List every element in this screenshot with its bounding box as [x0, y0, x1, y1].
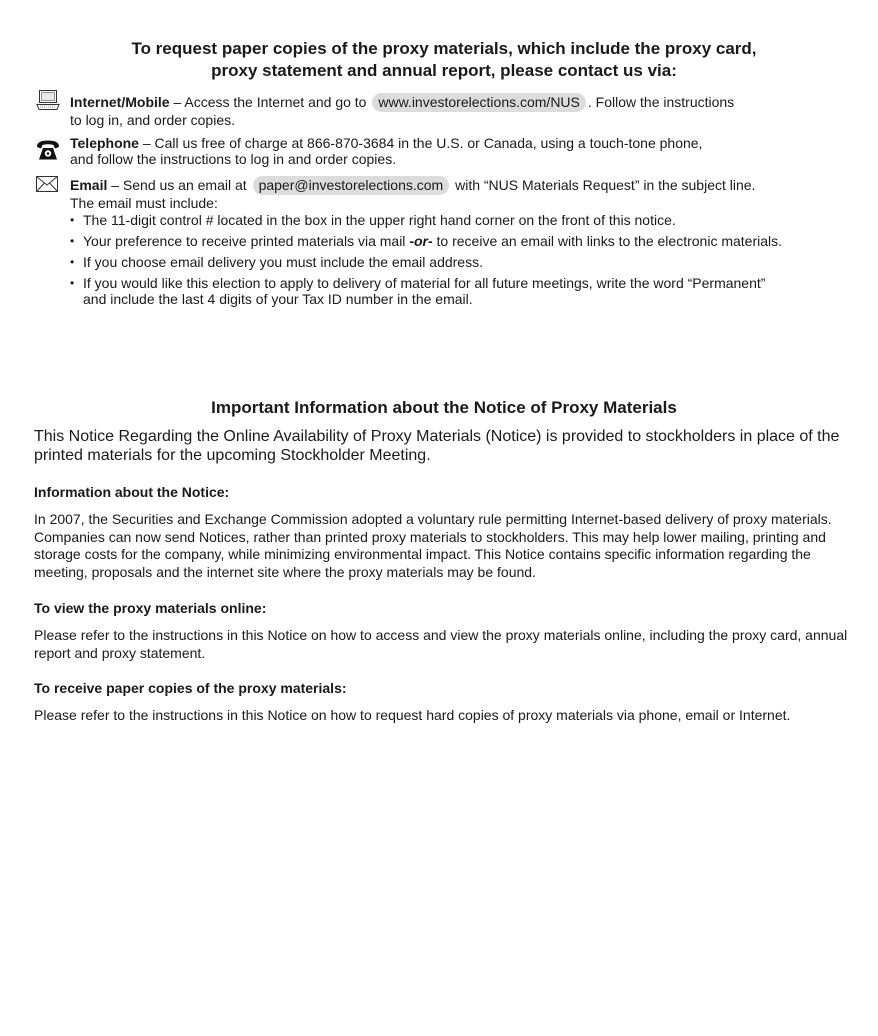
email-label: Email — [70, 177, 108, 193]
request-heading — [30, 38, 858, 82]
list-item — [70, 233, 860, 249]
requirement-4-line2: and include the last 4 digits of your Tax ID number in the email. — [83, 291, 473, 307]
notice-section-body: In 2007, the Securities and Exchange Commission adopted a voluntary rule permitting Internet-based delivery of proxy materials. Companies can now send Notices, rather than printed proxy materials to stockholders. This may help lower mailing, printing and storage costs for the company, while minimizing environmental impact. This Notice contains specific information regarding the meeting, proposals and the internet site where the proxy materials may be found. — [34, 511, 832, 580]
telephone-icon — [36, 139, 60, 161]
email-text-line2: The email must include: — [70, 195, 218, 211]
internet-label: Internet/Mobile — [70, 94, 170, 110]
internet-link[interactable]: www.investorelections.com/NUS — [372, 93, 586, 112]
request-heading-line2: proxy statement and annual report, please contact us via: — [211, 61, 677, 80]
email-text: – Send us an email at — [107, 177, 251, 193]
list-item — [70, 254, 860, 270]
telephone-text-line2: and follow the instructions to log in and order copies. — [70, 151, 397, 167]
contact-email — [70, 176, 860, 211]
email-link[interactable]: paper@investorelections.com — [253, 176, 450, 195]
telephone-label: Telephone — [70, 135, 139, 151]
important-intro: This Notice Regarding the Online Availability of Proxy Materials (Notice) is provided to stockholders in place of the printed materials for the upcoming Stockholder Meeting. — [34, 428, 840, 464]
contact-telephone — [70, 135, 860, 167]
paper-copies-title: To receive paper copies of the proxy materials: — [34, 680, 347, 696]
requirement-4-line1: • If you would like this election to apply to delivery of material for all future meetings, write the word “Permanent” — [83, 275, 766, 291]
request-heading-line1: To request paper copies of the proxy materials, which include the proxy card, — [131, 39, 757, 58]
view-online-title: To view the proxy materials online: — [34, 600, 267, 616]
email-text-after: with “NUS Materials Request” in the subject line. — [451, 177, 756, 193]
telephone-text: – Call us free of charge at 866-870-3684 in the U.S. or Canada, using a touch-tone phone, — [138, 135, 703, 151]
computer-icon — [36, 89, 60, 111]
contact-internet — [70, 93, 860, 128]
paper-copies-body: Please refer to the instructions in this Notice on how to request hard copies of proxy materials via phone, email or Internet. — [34, 707, 791, 723]
requirement-2-or: -or- — [409, 233, 433, 249]
internet-text-after: . Follow the instructions — [587, 94, 735, 110]
internet-text-line2: to log in, and order copies. — [70, 112, 235, 128]
envelope-icon — [36, 176, 58, 192]
internet-text: – Access the Internet and go to — [169, 94, 371, 110]
requirement-3: If you choose email delivery you must include the email address. — [83, 254, 483, 270]
requirement-1: The 11-digit control # located in the box in the upper right hand corner on the front of this notice. — [83, 212, 676, 228]
list-item — [70, 275, 860, 307]
view-online-body: Please refer to the instructions in this Notice on how to access and view the proxy materials online, including the proxy card, annual report and proxy statement. — [34, 627, 848, 661]
email-requirements-list — [70, 212, 860, 312]
list-item — [70, 212, 860, 228]
notice-section-title: Information about the Notice: — [34, 484, 230, 500]
requirement-2-before: Your preference to receive printed materials via mail — [83, 233, 410, 249]
requirement-2-after: to receive an email with links to the electronic materials. — [432, 233, 783, 249]
important-heading: Important Information about the Notice of Proxy Materials — [211, 398, 677, 417]
